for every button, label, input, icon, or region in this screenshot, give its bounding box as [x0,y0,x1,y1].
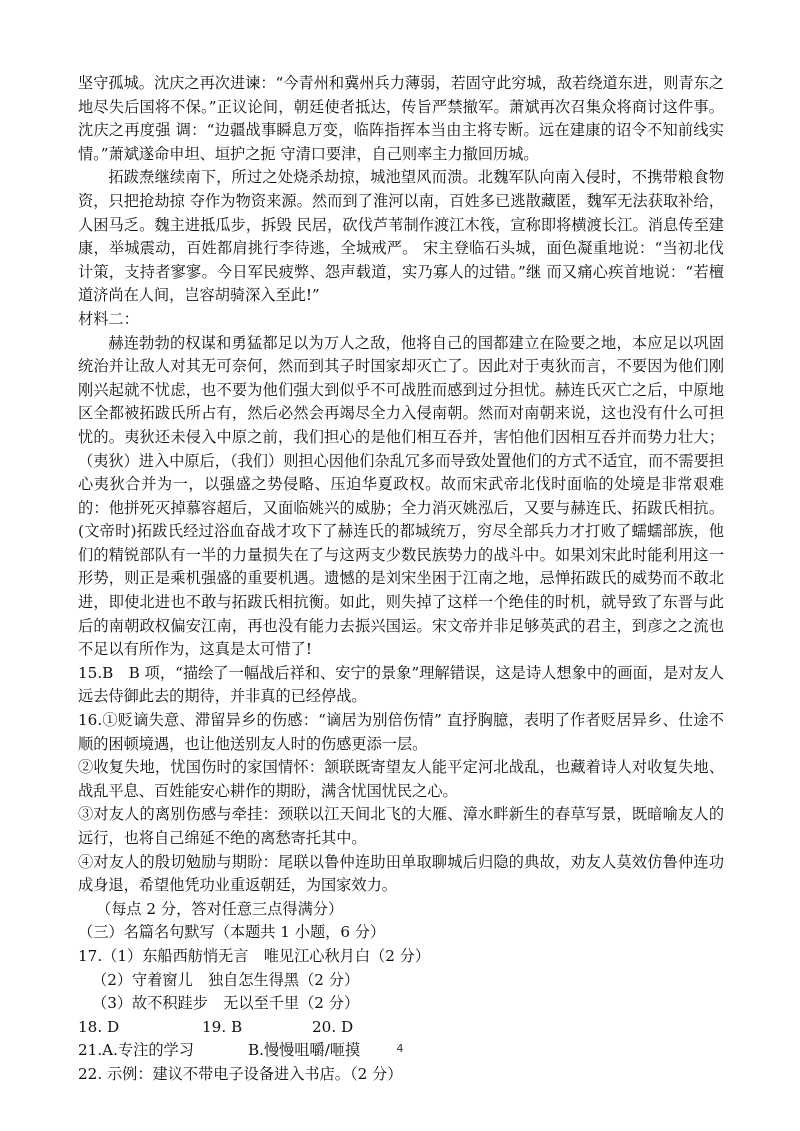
answer-16-point-3: ③对友人的离别伤感与牵挂：颈联以江天间北飞的大雁、漳水畔新生的春草写景，既暗喻友人的远行，也将自己绵延不绝的离愁寄托其中。 [78,805,724,847]
answer-18: 18. D [78,1017,120,1036]
material2-heading: 材料二： [78,309,139,328]
answer-16-scoring-note: （每点 2 分，答对任意三点得满分） [96,899,344,918]
answer-15: 15.B B 项，“描绘了一幅战后祥和、安宁的景象”理解错误，这是诗人想象中的画面，是对友人远去侍御此去的期待，并非真的已经停战。 [78,663,724,706]
answer-17-line-1: 17.（1）东船西舫悄无言 唯见江心秋月白（2 分） [78,946,431,965]
section-3-heading: （三）名篇名句默写（本题共 1 小题，6 分） [78,923,386,942]
answer-16-point-4: ④对友人的殷切勉励与期盼：尾联以鲁仲连助田单取聊城后归隐的典故，劝友人莫效仿鲁仲连功成身退，希望他凭功业重返朝廷，为国家效力。 [78,852,724,895]
answer-16-point-2: ②收复失地，忧国伤时的家国情怀：颔联既寄望友人能平定河北战乱，也藏着诗人对收复失地、战乱平息、百姓能安心耕作的期盼，满含忧国忧民之心。 [78,758,724,800]
answer-21-b: B.慢慢咀嚼/咂摸 [248,1041,361,1060]
page-number: 4 [396,1042,404,1055]
answer-22: 22. 示例：建议不带电子设备进入书店。（2 分） [78,1064,403,1083]
material2-paragraph: 赫连勃勃的权谋和勇猛都足以为万人之敌，他将自己的国都建立在险要之地，本应足以巩固统治并让敌人对其无可奈何，然而到其子时国家却灭亡了。因此对于夷狄而言，不要因为他们刚刚兴起就不忧虑，也不要为他们强大到似乎不可战胜而感到过分担忧。赫连氏灭亡之后，中原地区全都被拓跋氏所占有，然后必然会再竭尽全力入侵南朝。然而对南朝来说，这也没有什么可担忧的。夷狄还未侵入中原之前，我们担心的是他们相互吞并，害怕他们因相互吞并而势力壮大；（夷狄）进入中原后，（我们）则担心因他们杂乱冗多而导致处置他们的方式不适宜，而不需要担心夷狄合并为一，以强盛之势侵略、压迫华夏政权。故而宋武帝北伐时面临的处境是非常艰难的：他拼死灭掉慕容超后，又面临姚兴的威胁；全力消灭姚泓后，又要与赫连氏、拓跋氏相抗。(文帝时)拓跋氏经过浴血奋战才攻下了赫连氏的都城统万，穷尽全部兵力才打败了蠕蠕部族，他们的精锐部队有一半的力量损失在了与这两支少数民族势力的战斗中。如果刘宋此时能利用这一形势，则正是乘机强盛的重要机遇。遗憾的是刘宋坐困于江南之地，忌惮拓跋氏的威势而不敢北进，即使北进也不敢与拓跋氏相抗衡。如此，则失掉了这样一个绝佳的时机，就导致了东晋与此后的南朝政权偏安江南，再也没有能力去振兴国运。宋文帝并非足够英武的君主，到彦之之流也不足以有所作为，这真是太可惜了! [78,333,724,659]
answer-16-point-1: 16.①贬谪失意、滞留异乡的伤感：“谪居为别倍伤情” 直抒胸臆，表明了作者贬居异乡、仕途不顺的困顿境遇，也让他送别友人时的伤感更添一层。 [78,711,724,753]
document-body [78,72,724,1087]
answer-17-line-3: （3）故不积跬步 无以至千里（2 分） [92,994,360,1013]
answer-17-line-2: （2）守着窗儿 独自怎生得黑（2 分） [92,970,360,989]
material1-paragraph-1: 坚守孤城。沈庆之再次进谏：“今青州和冀州兵力薄弱，若固守此穷城，敌若绕道东进，则青东之 地尽失后国将不保。”正议论间，朝廷使者抵达，传旨严禁撤军。萧斌再次召集众将商讨这件事。沈庆之再度强 调：“边疆战事瞬息万变，临阵指挥本当由主将专断。远在建康的诏令不知前线实情。”萧斌遂命申坦、垣护之扼 守清口要津，自己则率主力撤回历城。 [78,74,724,163]
answers-18-20-row [78,1016,724,1040]
answer-19: 19. B [202,1017,243,1036]
answer-20: 20. D [312,1017,354,1036]
answer-21-a: 21.A.专注的学习 [78,1041,194,1060]
material1-paragraph-2: 拓跋焘继续南下，所过之处烧杀劫掠，城池望风而溃。北魏军队向南入侵时，不携带粮食物资，只把抢劫掠 夺作为物资来源。然而到了淮河以南，百姓多已逃散藏匿，魏军无法获取补给，人困马乏。魏主进抵瓜步，拆毁 民居，砍伐芦苇制作渡江木筏，宣称即将横渡长江。消息传至建康，举城震动，百姓都肩挑行李待逃，全城戒严。 宋主登临石头城，面色凝重地说：“当初北伐计策，支持者寥寥。今日军民疲弊、怨声载道，实乃寡人的过错。”继 而又痛心疾首地说：“若檀道济尚在人间，岂容胡骑深入至此!” [78,168,724,305]
